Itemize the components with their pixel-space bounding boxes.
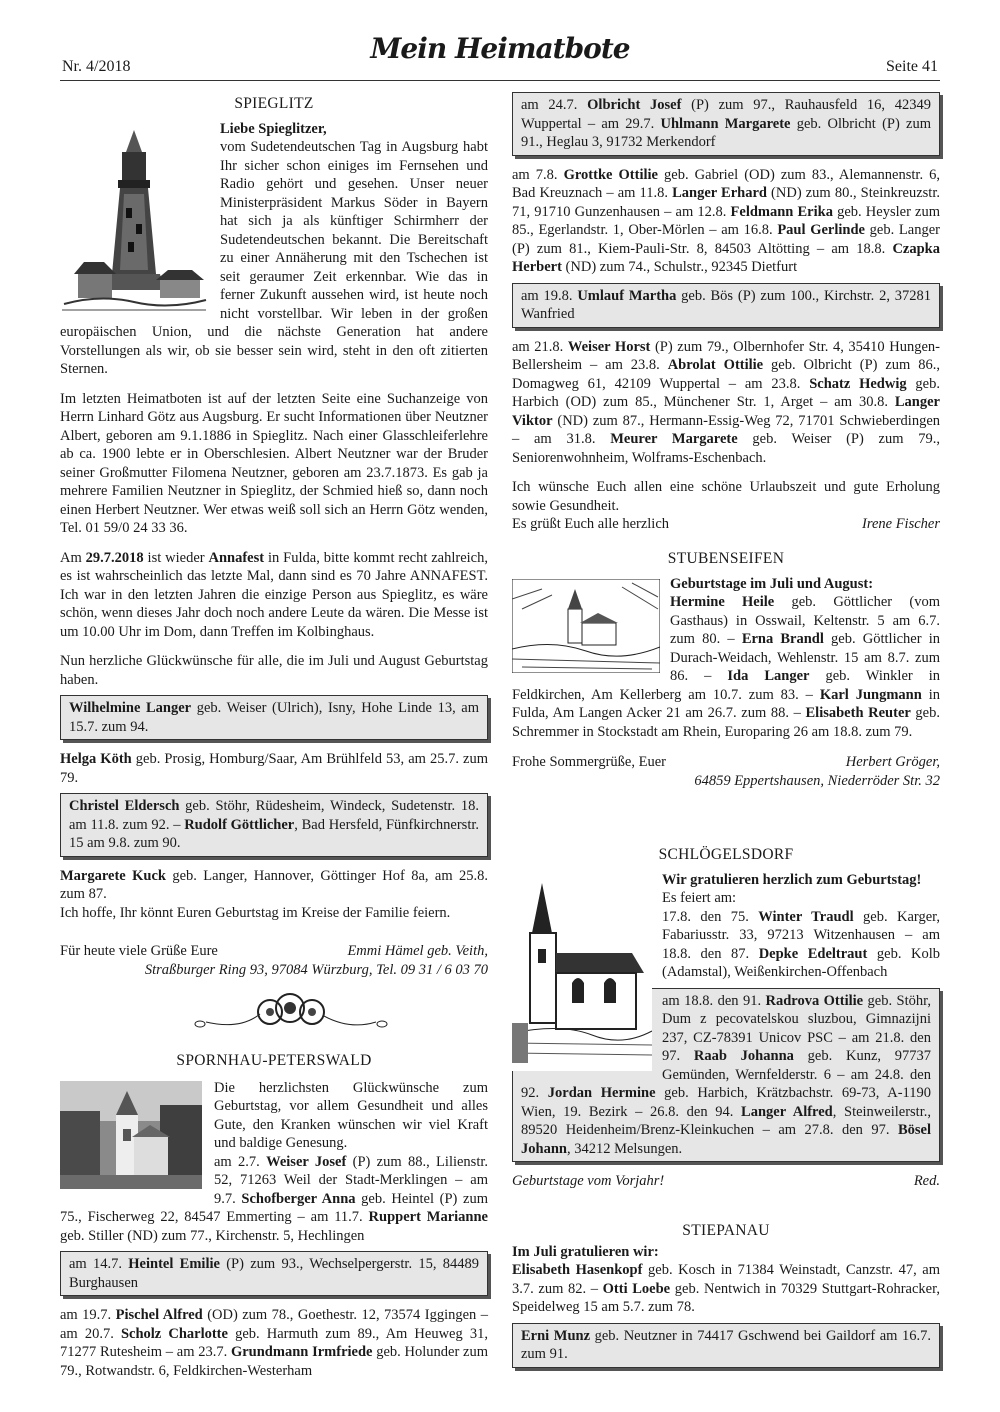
stiepanau-section: [512, 1222, 940, 1378]
spieglitz-title: SPIEGLITZ: [234, 95, 314, 112]
birthday-box: am 24.7. Olbricht Josef (P) zum 97., Rauhausfeld 16, 42349 Wuppertal – am 29.7. Uhlmann Margarete geb. Olbricht (P) zum 91., Heglau 3, 91732 Merkendorf: [512, 92, 940, 156]
chapel-sketch: [512, 873, 652, 1071]
schloegelsdorf-section: [512, 846, 940, 1191]
birthday-box: am 18.8. den 91. Radrova Ottilie geb. Stöhr, Dum z pecovatelskou sluzbou, Gimnazijni 237, CZ-78391 Unicov PSC – am 21.8. den 97. Raab Johanna geb. Kunz, 97737 Gemünden, Wernfelderstr. 6 – am 24.8. den 92. Jordan Hermine geb. Harbich, Krätzbachstr. 69-73, A-1190 Wien, 19. Bezirk – 26.8. den 94. Langer Alfred, Steinweilerstr., 89520 Heidenheim/Brenz-Kleinkuchen – am 27.8. den 97. Bösel Johann, 34212 Melsungen.: [512, 988, 940, 1163]
spieglitz-annafest: Am 29.7.2018 ist wieder Annafest in Fulda, bitte kommt recht zahlreich, es ist wahrscheinlich das letzte Mal, dann sind es 70 Jahre ANNAFEST. Ich war in den letzten Jahren die einzige Person aus Spieglitz, es wäre schön, wenn dieses Jahr doch noch andere Leute da wären. Die Messe ist um 10.00 Uhr im Dom, dann Treffen im Kolbinghaus.: [60, 549, 488, 640]
spieglitz-search-notice: Im letzten Heimatboten ist auf der letzten Seite eine Suchanzeige von Herrn Linhard Götz aus Augsburg. Er sucht Informationen über Neutzner Albert, geboren am 9.1.1886 in Spieglitz. Nach einer Glasschleiferlehre ab ca. 1900 lebte er in Oberschlesien. Albert Neutzner war der Bruder seiner Großmutter Filomena Neutzner, geboren am 23.7.1873. Es gab ja mehrere Familien Neutzner in Spieglitz, der Schmied hieß so, dann noch einen Herbert Neutzner. Wer etwas weiß soll sich an Herrn Götz wenden, Tel. 01 59/0 24 33 36.: [60, 390, 488, 536]
spornhau-title: SPORNHAU-PETERSWALD: [176, 1052, 372, 1069]
masthead-title: Mein Heimatbote: [370, 32, 630, 65]
signature-address: 64859 Eppertshausen, Niederröder Str. 32: [694, 772, 940, 789]
stubenseifen-heading: Geburtstage im Juli und August:: [670, 575, 874, 592]
stubenseifen-section: [512, 550, 940, 790]
birthday-box: Erni Munz geb. Neutzner in 74417 Gschwend bei Gaildorf am 16.7. zum 91.: [512, 1323, 940, 1368]
wish-text: Ich wünsche Euch allen eine schöne Urlaubszeit und gute Erholung sowie Gesundheit.: [512, 479, 940, 514]
schloegelsdorf-birthdays: 17.8. den 75. Winter Traudl geb. Karger, Fabariusstr. 33, 97213 Witzenhausen – am 18.8. den 87. Depke Edeltraut geb. Kolb (Adamstal), Weißenkirchen-Offenbach: [662, 908, 940, 980]
birthday-list: am 7.8. Grottke Ottilie geb. Gabriel (OD) zum 83., Alemannenstr. 6, Bad Kreuznach – am 11.8. Langer Erhard (ND) zum 80., Steinkreuzstr. 71, 91710 Gunzenhausen – am 12.8. Feldmann Erika geb. Heysler zum 85., Egerlandstr. 1, Ober-Mörlen – am 16.8. Paul Gerlinde geb. Langer (P) zum 81., Kiem-Pauli-Str. 8, 84503 Altötting – am 18.8. Czapka Herbert (ND) zum 74., Schulstr., 92345 Dietfurt: [512, 166, 941, 275]
stiepanau-birthdays: Elisabeth Hasenkopf geb. Kosch in 71384 Weinstadt, Canzstr. 47, am 3.7. zum 82. – Otti Loebe geb. Nentwich in 70329 Stuttgart-Rohracker, Speidelweg 15 am 5.7. zum 78.: [512, 1262, 940, 1315]
spieglitz-section: [60, 95, 488, 979]
spornhau-birthdays: am 2.7. Weiser Josef (P) zum 88., Lilienstr. 52, 71263 Weil der Stadt-Merklingen – am 9.7. Schofberger Anna geb. Heintel (P) zum 75., Fischerweg 22, 84547 Emmerting – am 11.7. Ruppert Marianne geb. Stiller (ND) zum 77., Kirchenstr. 5, Hechlingen: [60, 1153, 489, 1244]
birthday-box: Christel Eldersch geb. Stöhr, Rüdesheim, Windeck, Sudetenstr. 18. am 11.8. zum 92. – Rudolf Göttlicher, Bad Hersfeld, Fünfkirchnerstr. 15 am 9.8. zum 90.: [60, 793, 488, 857]
church-photo: [60, 1081, 202, 1189]
spieglitz-intro: vom Sudetendeutschen Tag in Augsburg habt Ihr sicher schon einiges im Fernsehen und Radio gehört und gesehen. Unser neuer Ministerpräsident Markus Söder in Bayern hat sich ja als künftiger Schirmherr der Sudetendeutschen bekannt. Die Bereitschaft zu einer Annäherung mit den Tschechen ist seit geraumer Zeit erkennbar. Wie das in ferner Zukunft aussehen wird, ist heute noch nicht vorstellbar. Wir leben in der großen europäischen Union, und die nächste Generation hat andere Vorstellungen als wir, ob sie besser sein wird, steht in den oft zitierten Sternen.: [60, 139, 488, 377]
tower-illustration: [60, 124, 208, 314]
birthday-list-2: am 21.8. Weiser Horst (P) zum 79., Olbernhofer Str. 4, 35410 Hungen-Bellersheim – am 23.8. Abrolat Ottilie geb. Olbricht (P) zum 86., Domagweg 61, 42109 Wuppertal – am 23.8. Schatz Hedwig geb. Harbich (OD) zum 85., Münchener Str. 1, Arget – am 30.8. Langer Viktor (ND) zum 87., Hermann-Essig-Weg 72, 71701 Schwieberdingen – am 31.8. Meurer Margarete geb. Weiser (P) zum 79., Seniorenwohnheim, Wolframs-Eschenbach.: [512, 338, 941, 466]
schloegelsdorf-title: SCHLÖGELSDORF: [658, 846, 794, 863]
issue-number: Nr. 4/2018: [62, 58, 131, 75]
signature-line: Für heute viele Grüße Eure Emmi Hämel geb. Veith,: [60, 943, 488, 959]
birthday-entry: Helga Köth geb. Prosig, Homburg/Saar, Am Brühlfeld 53, am 25.7. zum 79.: [60, 751, 488, 786]
floral-ornament: [190, 992, 390, 1036]
note-line: Geburtstage vom Vorjahr! Red.: [512, 1173, 940, 1189]
spieglitz-wish: Ich hoffe, Ihr könnt Euren Geburtstag im Kreise der Familie feiern.: [60, 904, 451, 921]
birthday-box: am 14.7. Heintel Emilie (P) zum 93., Wechselpergerstr. 15, 84489 Burghausen: [60, 1251, 488, 1296]
stiepanau-heading: Im Juli gratulieren wir:: [512, 1243, 659, 1260]
signature-line: Frohe Sommergrüße, Euer Herbert Gröger,: [512, 754, 940, 770]
stubenseifen-title: STUBENSEIFEN: [667, 550, 785, 567]
header-rule: [60, 80, 940, 81]
birthday-entry: Margarete Kuck geb. Langer, Hannover, Göttinger Hof 8a, am 25.8. zum 87.: [60, 867, 488, 902]
page-number: Seite 41: [886, 58, 938, 75]
schloegelsdorf-intro: Es feiert am:: [662, 890, 737, 906]
spornhau-section: [60, 1052, 488, 1391]
spornhau-birthdays-2: am 19.7. Pischel Alfred (OD) zum 78., Goethestr. 12, 73574 Iggingen – am 20.7. Scholz Charlotte geb. Harmuth zum 89., Am Heuweg 31, 71277 Rutesheim – am 23.7. Grundmann Irmfriede geb. Holunder zum 79., Rotwandstr. 6, Feldkirchen-Westerham: [60, 1307, 488, 1379]
greeting: Liebe Spieglitzer,: [220, 120, 327, 137]
spornhau-greeting: Die herzlichsten Glückwünsche zum Geburtstag, vor allem Gesundheit und alles Gute, den Kranken wünschen wir viel Kraft und baldige Genesung.: [214, 1079, 488, 1151]
birthday-box: Wilhelmine Langer geb. Weiser (Ulrich), Isny, Hohe Linde 13, am 15.7. zum 94.: [60, 695, 488, 740]
birthday-box: am 19.8. Umlauf Martha geb. Bös (P) zum 100., Kirchstr. 2, 37281 Wanfried: [512, 283, 940, 328]
spieglitz-continued: [512, 92, 940, 534]
stubenseifen-birthdays: Hermine Heile geb. Göttlicher (vom Gasthaus) in Osswail, Keltenstr. 5 am 6.7. zum 80. – Erna Brandl geb. Göttlicher in Durach-Weidach, Wehlenstr. 15 am 8.7. zum 86. – Ida Langer geb. Winkler in Feldkirchen, Am Kellerberg am 10.7. zum 83. – Karl Jungmann in Fulda, Am Langen Acker 21 am 26.7. zum 88. – Elisabeth Reuter geb. Schremmer in Stockstadt am Rhein, Europaring 26 am 18.8. zum 79.: [512, 594, 940, 740]
signature-address: Straßburger Ring 93, 97084 Würzburg, Tel. 09 31 / 6 03 70: [144, 961, 488, 978]
stiepanau-title: STIEPANAU: [682, 1222, 770, 1239]
spieglitz-congrats: Nun herzliche Glückwünsche für alle, die im Juli und August Geburtstag haben.: [60, 653, 488, 688]
signature-line: Es grüßt Euch alle herzlich Irene Fischer: [512, 516, 940, 532]
schloegelsdorf-heading: Wir gratulieren herzlich zum Geburtstag!: [662, 871, 922, 888]
village-sketch: [512, 579, 660, 673]
